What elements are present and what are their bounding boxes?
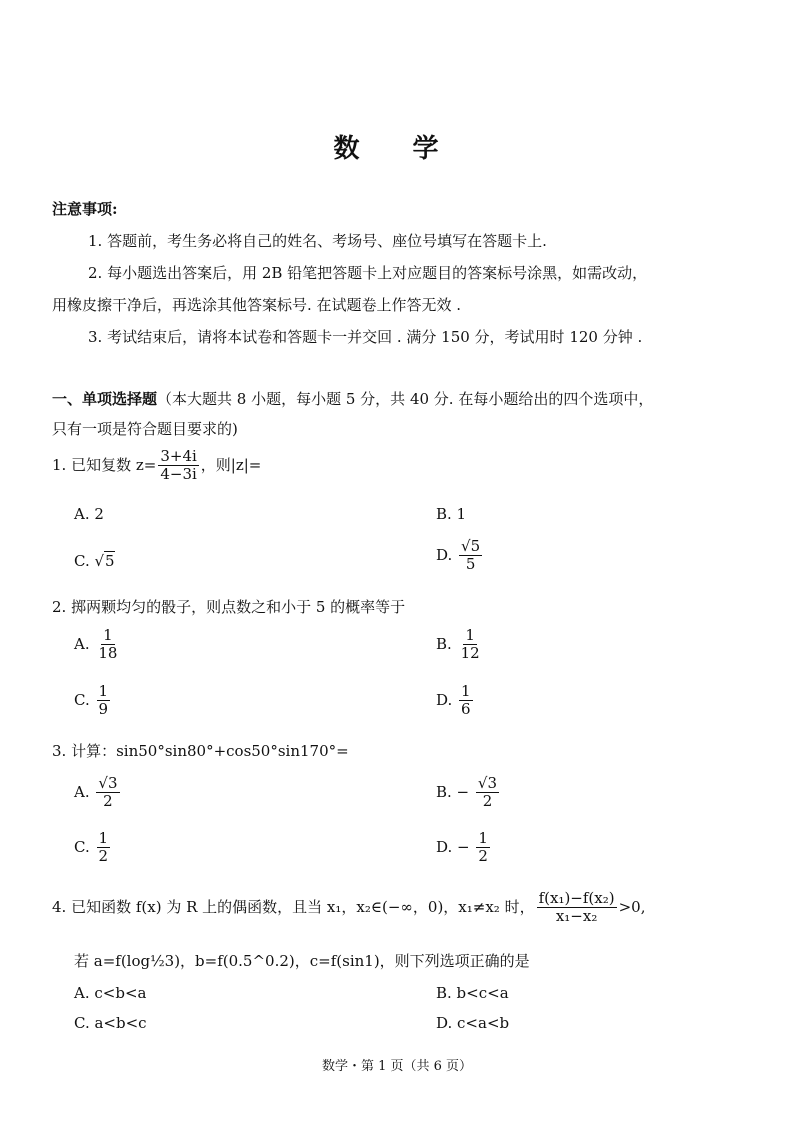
q1-frac-den: 4−3i	[160, 465, 197, 484]
q4-option-b: B. b<c<a	[436, 984, 509, 1002]
q3-option-d-fraction	[476, 830, 490, 866]
q3-option-d-den: 2	[478, 847, 488, 866]
question-3: 3. 计算：sin50°sin80°+cos50°sin170°=	[52, 742, 349, 760]
q2-option-a-fraction	[96, 627, 119, 663]
notice-item-2-cont: 用橡皮擦干净后，再选涂其他答案标号. 在试题卷上作答无效 .	[52, 296, 462, 314]
notice-heading: 注意事项:	[52, 200, 118, 218]
q1-prefix: 1. 已知复数 z=	[52, 455, 157, 474]
q3-option-b-num: √3	[477, 774, 498, 792]
notice-item-1: 1. 答题前，考生务必将自己的姓名、考场号、座位号填写在答题卡上.	[88, 232, 547, 250]
q2-option-b	[436, 627, 484, 663]
q3-option-d-num: 1	[478, 829, 488, 847]
q1-suffix: ，则|z|=	[200, 455, 262, 474]
q3-option-c-fraction	[97, 830, 111, 866]
q1-fraction	[158, 448, 198, 484]
q4-option-a: A. c<b<a	[74, 984, 147, 1002]
section-desc: （本大题共 8 小题，每小题 5 分，共 40 分. 在每小题给出的四个选项中，	[157, 390, 654, 408]
q3-option-d-label: D. −	[436, 837, 470, 856]
q4-frac-den: x₁−x₂	[555, 907, 598, 926]
q4-option-d: D. c<a<b	[436, 1014, 510, 1032]
q3-option-b-label: B. −	[436, 782, 470, 801]
q1-option-c-label: C. √	[74, 552, 105, 570]
q4-line-2: 若 a=f(log½3)，b=f(0.5^0.2)，c=f(sin1)，则下列选项正确的是	[74, 952, 530, 970]
section-desc-cont: 只有一项是符合题目要求的)	[52, 420, 238, 438]
q1-option-a: A. 2	[74, 505, 104, 523]
q2-option-d-label: D.	[436, 690, 453, 709]
q3-option-a-fraction	[96, 775, 119, 811]
q3-option-b-den: 2	[482, 792, 493, 811]
q2-option-a-label: A.	[74, 634, 90, 653]
q3-option-b	[436, 775, 501, 811]
q2-option-c-fraction	[97, 683, 111, 719]
q2-option-c-num: 1	[98, 682, 109, 700]
notice-item-2: 2. 每小题选出答案后，用 2B 铅笔把答题卡上对应题目的答案标号涂黑，如需改动，	[88, 264, 648, 282]
q2-option-d	[436, 683, 475, 719]
q3-option-c-den: 2	[98, 847, 109, 866]
q2-option-c	[74, 683, 112, 719]
q2-option-b-fraction	[459, 627, 482, 663]
q4-frac-num: f(x₁)−f(x₂)	[538, 889, 615, 907]
q2-option-c-label: C.	[74, 690, 90, 709]
question-4	[52, 890, 646, 926]
q3-option-d	[436, 830, 492, 866]
q1-option-c	[74, 552, 115, 570]
page-footer: 数学・第 1 页（共 6 页）	[321, 1059, 473, 1074]
section-heading	[52, 388, 653, 409]
q3-option-c	[74, 830, 112, 866]
q2-option-a-num: 1	[103, 626, 113, 644]
q2-option-b-label: B.	[436, 634, 452, 653]
q2-option-d-fraction	[459, 683, 473, 719]
q3-option-c-label: C.	[74, 837, 90, 856]
q3-option-c-num: 1	[98, 829, 109, 847]
section-title: 一、单项选择题	[52, 390, 158, 408]
q4-option-c: C. a<b<c	[74, 1014, 147, 1032]
q1-frac-num: 3+4i	[160, 447, 197, 465]
q2-option-b-num: 1	[465, 626, 475, 644]
q4-line-1: 4. 已知函数 f(x) 为 R 上的偶函数，且当 x₁，x₂∈(−∞，0)，x₁≠x₂ 时，	[52, 897, 535, 916]
q2-option-c-den: 9	[98, 700, 109, 719]
q2-option-b-den: 12	[460, 644, 480, 663]
q2-option-d-num: 1	[461, 682, 471, 700]
notice-item-3: 3. 考试结束后，请将本试卷和答题卡一并交回 . 满分 150 分，考试用时 120 分钟 .	[88, 328, 643, 346]
q2-option-a	[74, 627, 121, 663]
q1-option-d-num: √5	[461, 537, 481, 555]
q3-option-a	[74, 775, 122, 811]
page-title: 数 学	[333, 134, 461, 164]
question-2: 2. 掷两颗均匀的骰子，则点数之和小于 5 的概率等于	[52, 598, 406, 616]
question-1	[52, 448, 261, 484]
q1-option-b: B. 1	[436, 505, 467, 523]
q1-option-d-label: D.	[436, 545, 453, 564]
q1-option-c-value: 5	[105, 552, 115, 570]
q1-option-d-fraction	[459, 538, 482, 574]
q3-option-a-den: 2	[103, 792, 113, 811]
q4-fraction	[537, 890, 617, 926]
q3-option-b-fraction	[476, 775, 499, 811]
q1-option-d	[436, 538, 484, 574]
q4-frac-after: >0,	[618, 897, 646, 916]
q1-option-d-den: 5	[465, 555, 476, 574]
q2-option-a-den: 18	[98, 644, 118, 663]
q3-option-a-num: √3	[98, 774, 118, 792]
q3-option-a-label: A.	[74, 782, 90, 801]
q2-option-d-den: 6	[461, 700, 471, 719]
